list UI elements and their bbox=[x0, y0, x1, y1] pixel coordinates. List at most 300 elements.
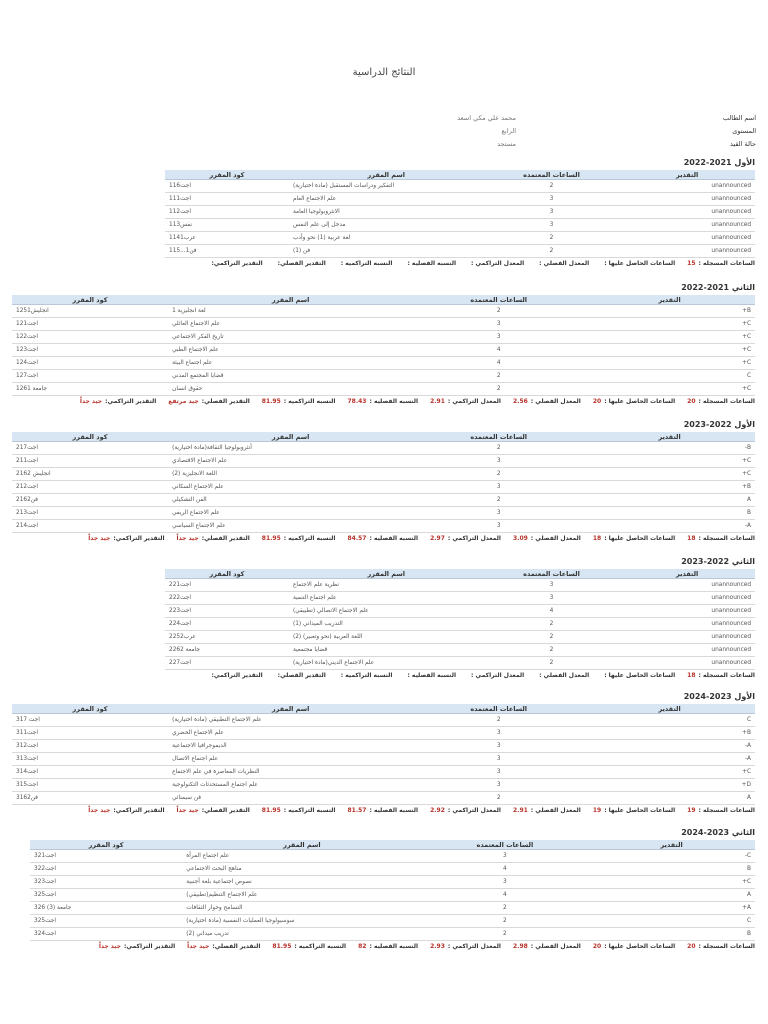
course-cell: علم اجتماع المرأة bbox=[182, 850, 421, 863]
code-cell: اجت123 bbox=[12, 344, 168, 357]
summary-cum-gpa bbox=[430, 943, 501, 950]
summary-cum-pct bbox=[338, 260, 393, 267]
course-cell: فن (1) bbox=[289, 245, 484, 258]
code-cell: اجت121 bbox=[12, 318, 168, 331]
course-cell: علم اجتماع المستحدثات التكنولوجية bbox=[168, 779, 413, 792]
code-cell: اجت322 bbox=[30, 863, 182, 876]
summary-value: 2.91 bbox=[512, 806, 528, 814]
grade-cell: unannounced bbox=[619, 657, 755, 670]
summary-label: الساعات الحاصل عليها : bbox=[604, 534, 676, 542]
summary-cum-grade bbox=[209, 672, 263, 679]
course-cell: علم الاجتماع الاتصالي (تطبيقي) bbox=[289, 605, 484, 618]
grade-header: التقدير bbox=[619, 170, 755, 180]
summary-value: جيد جداً bbox=[98, 942, 121, 950]
code-cell: اجت315 bbox=[12, 779, 168, 792]
code-cell: عرب2252 bbox=[165, 631, 289, 644]
summary-label: المعدل الفصلي : bbox=[530, 806, 581, 814]
semester-block bbox=[165, 158, 755, 268]
table-row bbox=[165, 657, 755, 670]
summary-label: التقدير التراكمي: bbox=[211, 259, 263, 267]
summary-label: النسبه التراكميه : bbox=[283, 806, 336, 814]
grade-cell: C- bbox=[588, 850, 755, 863]
table-row bbox=[12, 507, 755, 520]
grade-cell: unannounced bbox=[619, 245, 755, 258]
table-row bbox=[12, 305, 755, 318]
summary-value: 20 bbox=[592, 397, 602, 405]
summary-cum-pct bbox=[262, 398, 336, 405]
summary-label: التقدير الفصلي: bbox=[201, 534, 250, 542]
hours-cell: 2 bbox=[484, 618, 620, 631]
table-row bbox=[165, 193, 755, 206]
semester-title: الأول 2021-2022 bbox=[683, 158, 755, 167]
summary-value: 78.43 bbox=[347, 397, 367, 405]
table-row bbox=[165, 618, 755, 631]
summary-earned bbox=[601, 260, 675, 267]
code-cell: جامعة 1261 bbox=[12, 383, 168, 396]
summary-sem-pct bbox=[404, 672, 456, 679]
summary-label: المعدل التراكمي : bbox=[447, 806, 501, 814]
summary-label: الساعات المسجله : bbox=[698, 397, 755, 405]
hours-cell: 3 bbox=[413, 331, 584, 344]
code-cell: انجليش 2162 bbox=[12, 468, 168, 481]
grade-cell: C+ bbox=[584, 383, 755, 396]
courses-table bbox=[165, 569, 755, 670]
table-row bbox=[12, 331, 755, 344]
grade-cell: B+ bbox=[584, 727, 755, 740]
code-cell: اجت223 bbox=[165, 605, 289, 618]
hours-cell: 4 bbox=[413, 344, 584, 357]
courses-table bbox=[12, 432, 755, 533]
table-row bbox=[12, 468, 755, 481]
summary-value: 2.91 bbox=[430, 397, 445, 405]
summary-value: 18 bbox=[592, 534, 602, 542]
summary-label: التقدير التراكمي: bbox=[113, 534, 165, 542]
grade-header: التقدير bbox=[584, 295, 755, 305]
grade-cell: unannounced bbox=[619, 592, 755, 605]
course-cell: التفكير ودراسات المستقبل (مادة اختيارية) bbox=[289, 180, 484, 193]
code-cell: اجت224 bbox=[165, 618, 289, 631]
hours-cell: 3 bbox=[484, 592, 620, 605]
table-row bbox=[12, 766, 755, 779]
hours-cell: 3 bbox=[413, 779, 584, 792]
grade-cell: unannounced bbox=[619, 579, 755, 592]
table-row bbox=[30, 928, 755, 941]
table-row bbox=[12, 792, 755, 805]
table-header-row bbox=[165, 170, 755, 180]
grade-header: التقدير bbox=[584, 704, 755, 714]
course-cell: علم الاجتماع العائلي bbox=[168, 318, 413, 331]
code-cell: اجت212 bbox=[12, 481, 168, 494]
info-value: مستجد bbox=[497, 140, 516, 148]
summary-earned bbox=[593, 943, 675, 950]
grade-cell: unannounced bbox=[619, 605, 755, 618]
summary-value: 81.57 bbox=[347, 806, 367, 814]
table-row bbox=[165, 631, 755, 644]
course-cell: الديموجرافيا الاجتماعية bbox=[168, 740, 413, 753]
hours-cell: 3 bbox=[413, 753, 584, 766]
table-row bbox=[165, 579, 755, 592]
summary-cum-grade bbox=[80, 398, 156, 405]
course-cell: النظريات المعاصرة في علم الاجتماع bbox=[168, 766, 413, 779]
summary-cum-pct bbox=[262, 807, 336, 814]
summary-label: الساعات الحاصل عليها : bbox=[604, 397, 676, 405]
grade-cell: C+ bbox=[588, 876, 755, 889]
code-cell: جامعة 2262 bbox=[165, 644, 289, 657]
table-row bbox=[12, 318, 755, 331]
grade-cell: A+ bbox=[588, 902, 755, 915]
summary-label: النسبه الفصليه : bbox=[369, 397, 419, 405]
code-cell: اجت221 bbox=[165, 579, 289, 592]
summary-value: 20 bbox=[592, 942, 602, 950]
table-row bbox=[12, 442, 755, 455]
summary-earned bbox=[593, 535, 675, 542]
code-cell: فن1...115 bbox=[165, 245, 289, 258]
course-cell: علم الاجتماع السكاني bbox=[168, 481, 413, 494]
summary-label: المعدل الفصلي : bbox=[530, 397, 581, 405]
code-header: كود المقرر bbox=[12, 295, 168, 305]
grade-cell: unannounced bbox=[619, 644, 755, 657]
semester-title: الأول 2022-2023 bbox=[683, 420, 755, 429]
grade-header: التقدير bbox=[619, 569, 755, 579]
table-row bbox=[165, 592, 755, 605]
summary-cum-gpa bbox=[468, 260, 524, 267]
course-cell: علم الاجتماع التطبيقي (مادة اختيارية) bbox=[168, 714, 413, 727]
table-row bbox=[165, 605, 755, 618]
code-cell: اجت312 bbox=[12, 740, 168, 753]
summary-cum-grade bbox=[99, 943, 175, 950]
grade-cell: C+ bbox=[584, 331, 755, 344]
summary-label: المعدل التراكمي : bbox=[447, 942, 501, 950]
summary-label: التقدير التراكمي: bbox=[113, 806, 165, 814]
summary-registered bbox=[687, 535, 755, 542]
courses-table bbox=[165, 170, 755, 258]
course-cell: علم الاجتماع الطبي bbox=[168, 344, 413, 357]
summary-sem-gpa bbox=[536, 672, 589, 679]
code-cell: اجت213 bbox=[12, 507, 168, 520]
summary-value: 81.95 bbox=[261, 534, 281, 542]
hours-cell: 2 bbox=[422, 928, 589, 941]
summary-registered bbox=[687, 398, 755, 405]
student-info-row bbox=[457, 138, 756, 151]
table-row bbox=[165, 232, 755, 245]
code-cell: اجت111 bbox=[165, 193, 289, 206]
summary-cum-gpa bbox=[430, 535, 501, 542]
summary-earned bbox=[593, 807, 675, 814]
course-cell: اللغة العربية (نحو وتعبير) (2) bbox=[289, 631, 484, 644]
hours-cell: 3 bbox=[484, 193, 620, 206]
summary-sem-pct bbox=[347, 807, 418, 814]
code-header: كود المقرر bbox=[30, 840, 182, 850]
table-header-row bbox=[30, 840, 755, 850]
summary-sem-pct bbox=[358, 943, 418, 950]
course-header: اسم المقرر bbox=[168, 295, 413, 305]
summary-sem-gpa bbox=[513, 807, 581, 814]
summary-value: 81.95 bbox=[261, 806, 281, 814]
grade-cell: C bbox=[584, 370, 755, 383]
summary-label: النسبه التراكميه : bbox=[294, 942, 347, 950]
code-cell: اجت314 bbox=[12, 766, 168, 779]
course-cell: قضايا مجتمعية bbox=[289, 644, 484, 657]
summary-label: التقدير التراكمي: bbox=[124, 942, 176, 950]
course-cell: نصوص اجتماعية بلغة أجنبية bbox=[182, 876, 421, 889]
summary-label: المعدل التراكمي : bbox=[471, 259, 525, 267]
summary-sem-pct bbox=[347, 535, 418, 542]
hours-cell: 3 bbox=[413, 520, 584, 533]
summary-value: 19 bbox=[687, 806, 696, 814]
table-row bbox=[30, 889, 755, 902]
code-header: كود المقرر bbox=[165, 170, 289, 180]
table-row bbox=[12, 344, 755, 357]
summary-sem-grade bbox=[177, 535, 250, 542]
table-row bbox=[12, 714, 755, 727]
grade-cell: unannounced bbox=[619, 232, 755, 245]
summary-label: النسبه التراكميه : bbox=[283, 397, 336, 405]
summary-label: التقدير الفصلي: bbox=[277, 671, 326, 679]
code-cell: اجت217 bbox=[12, 442, 168, 455]
semester-title: الثاني 2023-2024 bbox=[681, 828, 755, 837]
summary-label: المعدل التراكمي : bbox=[471, 671, 525, 679]
student-info bbox=[457, 112, 756, 151]
courses-table bbox=[12, 704, 755, 805]
summary-value: 81.95 bbox=[261, 397, 281, 405]
course-cell: سوسيولوجيا العمليات النفسية (مادة اختيارية) bbox=[182, 915, 421, 928]
hours-cell: 2 bbox=[422, 902, 589, 915]
code-header: كود المقرر bbox=[12, 432, 168, 442]
hours-cell: 3 bbox=[413, 481, 584, 494]
grade-cell: A bbox=[588, 889, 755, 902]
hours-cell: 2 bbox=[413, 792, 584, 805]
summary-value: 2.98 bbox=[512, 942, 528, 950]
summary-sem-grade bbox=[275, 260, 326, 267]
hours-cell: 2 bbox=[422, 915, 589, 928]
grade-cell: C+ bbox=[584, 357, 755, 370]
hours-cell: 4 bbox=[422, 863, 589, 876]
course-header: اسم المقرر bbox=[289, 170, 484, 180]
table-row bbox=[165, 245, 755, 258]
course-header: اسم المقرر bbox=[182, 840, 421, 850]
summary-label: المعدل الفصلي : bbox=[530, 534, 581, 542]
hours-cell: 2 bbox=[484, 657, 620, 670]
summary-label: المعدل الفصلي : bbox=[539, 671, 590, 679]
summary-earned bbox=[601, 672, 675, 679]
grade-cell: B bbox=[588, 928, 755, 941]
grade-cell: A bbox=[584, 494, 755, 507]
summary-value: 20 bbox=[687, 397, 696, 405]
course-cell: نظرية علم الاجتماع bbox=[289, 579, 484, 592]
summary-value: 2.92 bbox=[430, 806, 445, 814]
table-row bbox=[12, 520, 755, 533]
grade-cell: C+ bbox=[584, 766, 755, 779]
hours-cell: 2 bbox=[413, 442, 584, 455]
hours-cell: 2 bbox=[484, 232, 620, 245]
summary-value: 2.97 bbox=[430, 534, 445, 542]
table-row bbox=[165, 206, 755, 219]
semester-summary bbox=[12, 396, 755, 406]
code-header: كود المقرر bbox=[12, 704, 168, 714]
page-title: النتائج الدراسية bbox=[352, 67, 416, 78]
course-cell: مدخل إلى علم النفس bbox=[289, 219, 484, 232]
summary-sem-gpa bbox=[513, 535, 581, 542]
hours-cell: 3 bbox=[484, 579, 620, 592]
summary-sem-grade bbox=[177, 807, 250, 814]
grade-cell: C+ bbox=[584, 344, 755, 357]
info-label: اسم الطالب bbox=[722, 114, 756, 122]
course-cell: الانثروبولوجيا العامة bbox=[289, 206, 484, 219]
grade-header: التقدير bbox=[584, 432, 755, 442]
courses-table bbox=[30, 840, 755, 941]
code-header: كود المقرر bbox=[165, 569, 289, 579]
summary-label: التقدير الفصلي: bbox=[212, 942, 261, 950]
semester-block bbox=[12, 420, 755, 543]
table-row bbox=[12, 494, 755, 507]
summary-sem-gpa bbox=[536, 260, 589, 267]
summary-sem-gpa bbox=[513, 398, 581, 405]
summary-value: 15 bbox=[687, 259, 696, 267]
table-row bbox=[12, 740, 755, 753]
summary-label: التقدير الفصلي: bbox=[201, 806, 250, 814]
course-cell: التسامح وحوار الثقافات bbox=[182, 902, 421, 915]
grade-cell: unannounced bbox=[619, 193, 755, 206]
code-cell: اجت124 bbox=[12, 357, 168, 370]
grade-cell: unannounced bbox=[619, 219, 755, 232]
hours-cell: 3 bbox=[484, 206, 620, 219]
summary-cum-pct bbox=[272, 943, 346, 950]
hours-cell: 3 bbox=[413, 766, 584, 779]
summary-cum-pct bbox=[262, 535, 336, 542]
course-cell: مناهج البحث الاجتماعي bbox=[182, 863, 421, 876]
table-row bbox=[12, 481, 755, 494]
summary-value: 82 bbox=[358, 942, 367, 950]
semester-title: الثاني 2021-2022 bbox=[681, 283, 755, 292]
course-cell: تاريخ الفكر الاجتماعي bbox=[168, 331, 413, 344]
grade-cell: unannounced bbox=[619, 618, 755, 631]
course-cell: علم الاجتماع السياسي bbox=[168, 520, 413, 533]
summary-label: الساعات الحاصل عليها : bbox=[604, 806, 676, 814]
summary-value: جيد جداً bbox=[187, 942, 210, 950]
grade-cell: A- bbox=[584, 753, 755, 766]
code-cell: جامعة (3) 326 bbox=[30, 902, 182, 915]
summary-value: 20 bbox=[687, 942, 696, 950]
hours-cell: 2 bbox=[413, 370, 584, 383]
code-cell: اجت325 bbox=[30, 915, 182, 928]
code-cell: اجت211 bbox=[12, 455, 168, 468]
table-row bbox=[12, 357, 755, 370]
summary-value: 18 bbox=[687, 671, 696, 679]
summary-label: النسبه التراكميه : bbox=[283, 534, 336, 542]
summary-sem-pct bbox=[347, 398, 418, 405]
code-cell: اجت214 bbox=[12, 520, 168, 533]
table-row bbox=[30, 850, 755, 863]
summary-sem-gpa bbox=[513, 943, 581, 950]
course-cell: التدريب الميداني (1) bbox=[289, 618, 484, 631]
table-row bbox=[12, 383, 755, 396]
summary-value: جيد جداً bbox=[176, 806, 199, 814]
summary-registered bbox=[687, 260, 755, 267]
course-cell: لغة انجليزية 1 bbox=[168, 305, 413, 318]
summary-label: المعدل التراكمي : bbox=[447, 397, 501, 405]
hours-cell: 2 bbox=[413, 383, 584, 396]
table-row bbox=[165, 180, 755, 193]
grade-cell: C+ bbox=[584, 468, 755, 481]
table-header-row bbox=[12, 704, 755, 714]
summary-label: النسبه الفصليه : bbox=[407, 671, 457, 679]
course-header: اسم المقرر bbox=[289, 569, 484, 579]
grade-cell: B+ bbox=[584, 481, 755, 494]
grade-cell: A bbox=[584, 792, 755, 805]
hours-cell: 3 bbox=[413, 740, 584, 753]
summary-label: الساعات المسجله : bbox=[698, 534, 755, 542]
summary-cum-pct bbox=[338, 672, 393, 679]
summary-label: الساعات الحاصل عليها : bbox=[604, 942, 676, 950]
hours-cell: 2 bbox=[413, 305, 584, 318]
table-header-row bbox=[165, 569, 755, 579]
hours-cell: 2 bbox=[413, 494, 584, 507]
courses-table bbox=[12, 295, 755, 396]
course-cell: علم اجتماع التنمية bbox=[289, 592, 484, 605]
student-info-row bbox=[457, 112, 756, 125]
summary-label: المعدل الفصلي : bbox=[530, 942, 581, 950]
summary-value: 2.56 bbox=[512, 397, 528, 405]
student-info-row bbox=[457, 125, 756, 138]
summary-label: الساعات المسجله : bbox=[698, 942, 755, 950]
code-cell: فن3162 bbox=[12, 792, 168, 805]
code-cell: اجت 317 bbox=[12, 714, 168, 727]
grade-cell: unannounced bbox=[619, 180, 755, 193]
course-cell: حقوق انسان bbox=[168, 383, 413, 396]
hours-cell: 3 bbox=[413, 507, 584, 520]
table-row bbox=[12, 727, 755, 740]
code-cell: اجت227 bbox=[165, 657, 289, 670]
table-row bbox=[30, 902, 755, 915]
code-cell: نفس113 bbox=[165, 219, 289, 232]
hours-cell: 2 bbox=[413, 714, 584, 727]
summary-cum-grade bbox=[88, 535, 164, 542]
course-cell: فن سيمنائي bbox=[168, 792, 413, 805]
code-cell: اجت116 bbox=[165, 180, 289, 193]
summary-value: 81.95 bbox=[272, 942, 292, 950]
hours-cell: 3 bbox=[484, 219, 620, 232]
code-cell: اجت222 bbox=[165, 592, 289, 605]
summary-label: التقدير التراكمي: bbox=[105, 397, 157, 405]
grade-cell: A- bbox=[584, 520, 755, 533]
hours-header: الساعات المعتمده bbox=[413, 704, 584, 714]
summary-value: 84.57 bbox=[347, 534, 367, 542]
semester-summary bbox=[12, 805, 755, 815]
code-cell: اجت313 bbox=[12, 753, 168, 766]
summary-label: النسبه الفصليه : bbox=[369, 534, 419, 542]
grade-cell: B bbox=[588, 863, 755, 876]
summary-value: 3.09 bbox=[512, 534, 528, 542]
summary-label: النسبه الفصليه : bbox=[407, 259, 457, 267]
summary-label: الساعات الحاصل عليها : bbox=[604, 671, 676, 679]
hours-header: الساعات المعتمده bbox=[413, 432, 584, 442]
summary-label: الساعات المسجله : bbox=[698, 806, 755, 814]
summary-value: جيد جداً bbox=[79, 397, 103, 405]
summary-sem-grade bbox=[187, 943, 260, 950]
grade-cell: B- bbox=[584, 442, 755, 455]
grade-cell: C+ bbox=[584, 318, 755, 331]
table-row bbox=[165, 219, 755, 232]
grade-cell: D+ bbox=[584, 779, 755, 792]
hours-cell: 3 bbox=[422, 850, 589, 863]
hours-header: الساعات المعتمده bbox=[422, 840, 589, 850]
hours-cell: 2 bbox=[484, 180, 620, 193]
course-cell: علم الاجتماع التنظيم(تطبيقي) bbox=[182, 889, 421, 902]
table-header-row bbox=[12, 295, 755, 305]
table-row bbox=[30, 876, 755, 889]
grade-cell: unannounced bbox=[619, 631, 755, 644]
hours-cell: 2 bbox=[484, 245, 620, 258]
